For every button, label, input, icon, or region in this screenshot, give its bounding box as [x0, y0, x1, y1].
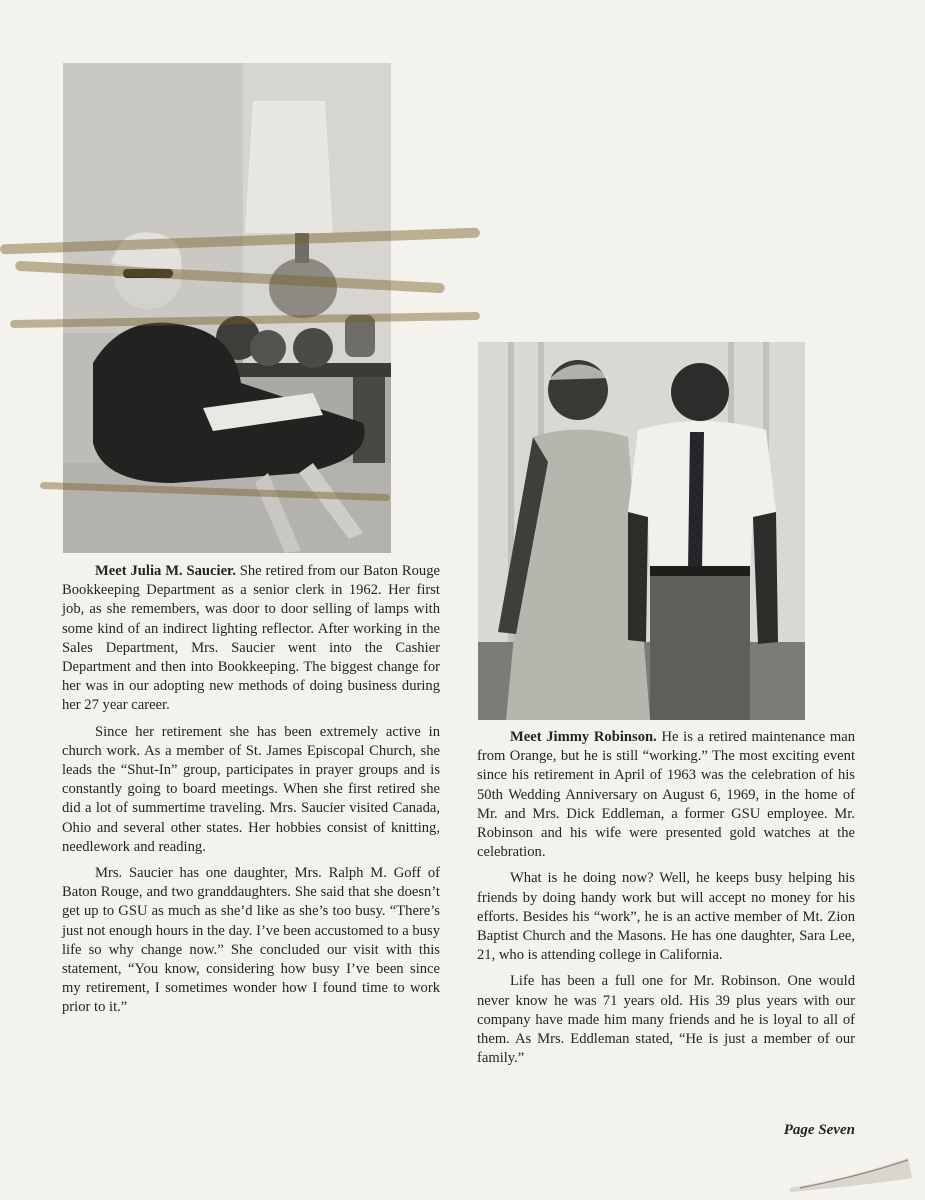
article-paragraph: Since her retirement she has been extremely active in church work. As a member of St. James Episcopal Church, she leads the “Shut-In” group, participates in prayer groups and is constantly going to board meetings. When she first retired she did a lot of summertime traveling. Mrs. Saucier visited Canada, Ohio and several other states. Her hobbies consist of knitting, needlework and reading. — [62, 723, 440, 855]
photo-julia-saucier-image — [63, 63, 391, 553]
article-paragraph: What is he doing now? Well, he keeps busy helping his friends by doing handy work but will accept no money for his efforts. Besides his “work”, he is an active member of Mt. Zion Baptist Church and the Masons. He has one daughter, Sara Lee, 21, who is attending college in California. — [477, 870, 855, 964]
page-curl-decoration — [790, 1148, 915, 1193]
photo-jimmy-robinson — [478, 342, 805, 720]
article-julia-saucier — [62, 562, 440, 1018]
photo-julia-saucier — [63, 63, 391, 553]
article-text: He is a retired maintenance man from Orange, but he is still “working.” The most exciting event since his retirement in April of 1963 was the celebration of his 50th Wedding Anniversary on August 6, 1969, in the home of Mr. and Mrs. Dick Eddleman, a former GSU employee. Mr. Robinson and his wife were presented gold watches at the celebration. — [477, 729, 855, 861]
article-paragraph: Mrs. Saucier has one daughter, Mrs. Ralph M. Goff of Baton Rouge, and two granddaughters. She said that she doesn’t get up to GSU as much as she’d like as she’s too busy. “There’s just not enough hours in the day. I’ve been accustomed to a busy life so why change now.” She concluded our visit with this statement, “You know, considering how busy I’ve been since my retirement, I sometimes wonder how I found time to work prior to it.” — [62, 865, 440, 1016]
article-heading: Meet Jimmy Robinson. — [510, 729, 657, 745]
article-heading: Meet Julia M. Saucier. — [95, 563, 236, 579]
photo-jimmy-robinson-image — [478, 342, 805, 720]
article-text: She retired from our Baton Rouge Bookkeeping Department as a senior clerk in 1962. Her first job, as she remembers, was door to door selling of lamps with some kind of an indirect lighting reflector. After working in the Sales Department, Mrs. Saucier went into the Cashier Department and then into Bookkeeping. The biggest change for her was in our adopting new methods of doing business during her 27 year career. — [62, 563, 441, 714]
article-paragraph: Life has been a full one for Mr. Robinson. One would never know he was 71 years old. His 39 plus years with our company have made him many friends and he is loyal to all of them. As Mrs. Eddleman stated, “He is just a member of our family.” — [477, 973, 855, 1067]
article-paragraph — [62, 562, 440, 716]
page-number: Page Seven — [783, 1122, 855, 1138]
article-jimmy-robinson — [477, 728, 855, 1068]
article-paragraph — [477, 728, 855, 862]
